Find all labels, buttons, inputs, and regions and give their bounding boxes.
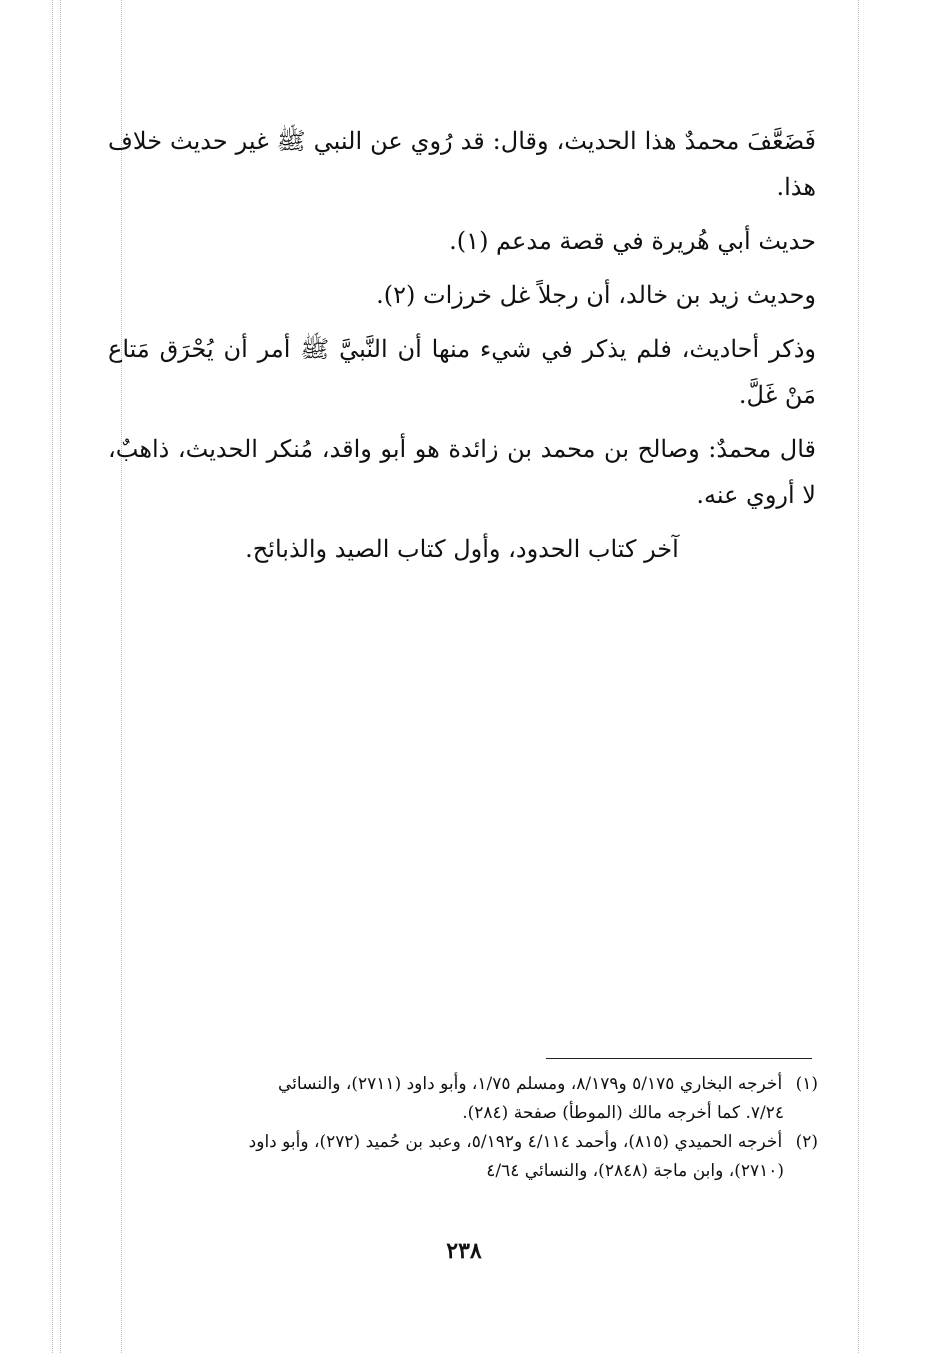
footnote-1-number: (١) [795, 1074, 818, 1094]
paragraph-2: حديث أبي هُريرة في قصة مدعم (١). [449, 227, 816, 255]
paragraph-3: وحديث زيد بن خالد، أن رجلاً غل خرزات (٢). [376, 281, 816, 309]
paragraph-1: فَضَعَّفَ محمدٌ هذا الحديث، وقال: قد رُوي عن النبي ﷺ غير حديث خلاف هذا. [108, 127, 816, 201]
footnote-2-continuation: (٢٧١٠)، وابن ماجة (٢٨٤٨)، والنسائي ٤/٦٤ [486, 1161, 784, 1181]
footnotes-block [118, 1070, 818, 1186]
scan-guide-right [858, 0, 859, 1353]
main-text-body [108, 118, 816, 580]
footnote-1-continuation: ٧/٢٤. كما أخرجه مالك (الموطأ) صفحة (٢٨٤). [462, 1103, 784, 1123]
footnote-2 [118, 1128, 818, 1157]
footnote-2-line1: أخرجه الحميدي (٨١٥)، وأحمد ٤/١١٤ و٥/١٩٢، وعبد بن حُميد (٢٧٢)، وأبو داود [248, 1132, 783, 1152]
footnote-separator [546, 1058, 812, 1059]
footnote-2-number: (٢) [795, 1132, 818, 1152]
footnote-1 [118, 1070, 818, 1099]
paragraph-4: وذكر أحاديث، فلم يذكر في شيء منها أن النَّبيَّ ﷺ أمر أن يُحْرَق مَتاع مَنْ غَلَّ. [108, 335, 816, 409]
page-number: ٢٣٨ [446, 1238, 482, 1264]
section-end-note: آخر كتاب الحدود، وأول كتاب الصيد والذبائح. [245, 535, 679, 563]
footnote-1-line1: أخرجه البخاري ٥/١٧٥ و٨/١٧٩، ومسلم ١/٧٥، وأبو داود (٢٧١١)، والنسائي [278, 1074, 783, 1094]
scan-guide-left-inner [60, 0, 61, 1353]
scan-guide-left [52, 0, 53, 1353]
paragraph-5: قال محمدٌ: وصالح بن محمد بن زائدة هو أبو واقد، مُنكر الحديث، ذاهبٌ، لا أروي عنه. [108, 435, 816, 509]
